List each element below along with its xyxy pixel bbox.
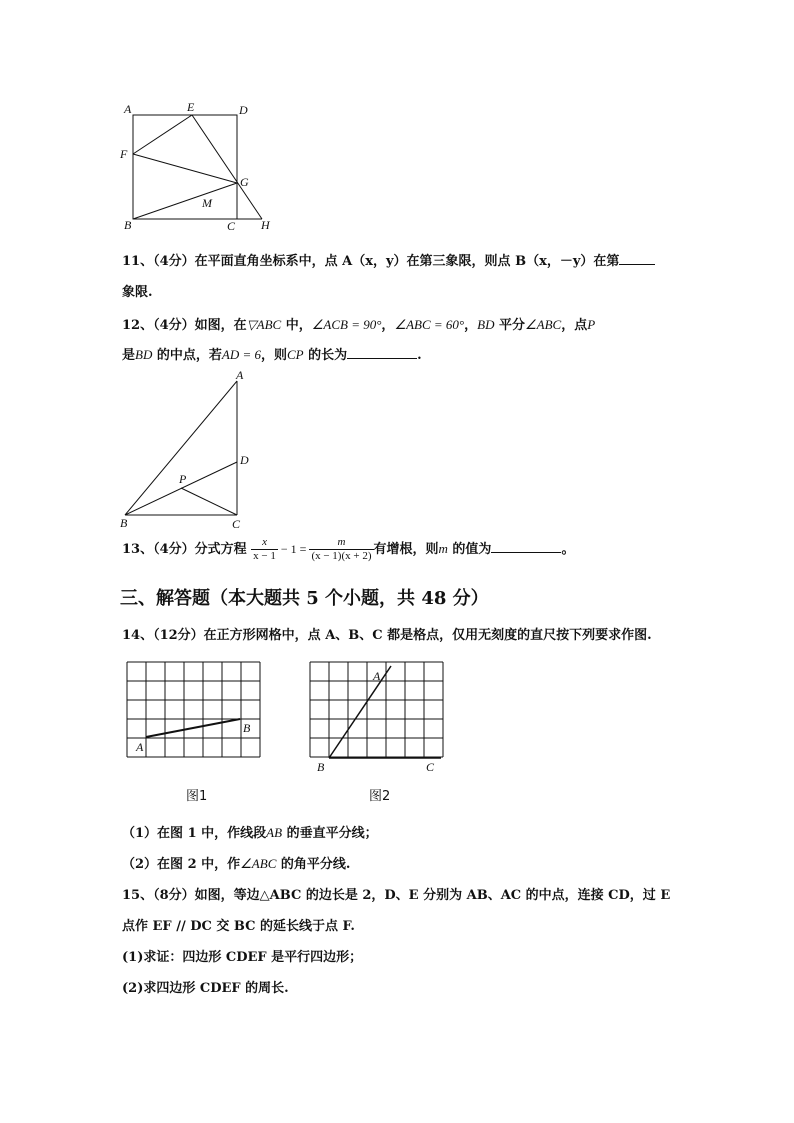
q15-line4: (2)求四边形 CDEF 的周长. (122, 981, 289, 996)
q14-sub2-text-a: （2）在图 2 中，作 (122, 857, 241, 872)
q12-text-d: ，点 (561, 318, 588, 333)
q14-sub2 (122, 853, 350, 872)
q14-sub1-ab: AB (266, 825, 283, 840)
label-G: G (240, 175, 249, 189)
q11-answer-blank[interactable] (619, 252, 655, 265)
q12-ad: AD = 6 (221, 347, 261, 362)
q13-fraction-1 (251, 536, 278, 563)
q11-line2: 象限. (122, 285, 153, 300)
q11-text: 11、（4分）在平面直角坐标系中，点 A（x，y）在第三象限，则点 B（x，－y）在第 (122, 254, 620, 269)
q12-point-p: P (587, 317, 596, 332)
q12-end: . (417, 348, 422, 363)
q12-line1 (122, 314, 595, 333)
section-heading: 三、解答题（本大题共 5 个小题，共 48 分） (120, 588, 489, 609)
q12-sep2: ， (464, 318, 478, 333)
q13-m: m (438, 541, 448, 556)
q13-f2-den: (x − 1)(x + 2) (311, 550, 372, 562)
q13-text-c: 的值为 (447, 542, 492, 557)
q13-f1-den: x − 1 (253, 550, 276, 562)
label-A: A (373, 669, 381, 683)
label-E: E (187, 100, 195, 114)
q13-minus: − 1 = (277, 542, 310, 556)
square-figure (112, 98, 282, 236)
q12-cond1: ∠ACB = 90° (311, 317, 382, 332)
grid-figure-1 (120, 656, 268, 782)
fig2-caption: 图2 (369, 789, 391, 804)
q12-text-e: 是 (122, 348, 136, 363)
q12-text-f: 的中点，若 (152, 348, 222, 363)
q13-f2-num: m (309, 536, 373, 550)
segment-ab (146, 719, 240, 737)
segment-bg (133, 183, 237, 219)
label-A: A (124, 102, 132, 116)
label-A: A (136, 740, 144, 754)
q13-end: 。 (561, 542, 575, 557)
q13-f1-num: x (251, 536, 278, 550)
label-F: F (120, 147, 128, 161)
q14-sub2-angle: ∠ABC (240, 856, 277, 871)
q13-line (122, 536, 574, 563)
label-B: B (124, 218, 132, 232)
q12-cond4: ∠ABC (525, 317, 562, 332)
q12-text-c: 平分 (494, 318, 526, 333)
label-C: C (227, 219, 236, 233)
label-B: B (243, 721, 251, 735)
q12-line2 (122, 344, 422, 363)
q14-sub1 (122, 822, 378, 841)
label-M: M (202, 196, 212, 210)
q15-line1: 15、（8分）如图，等边△ABC 的边长是 2，D、E 分别为 AB、AC 的中点，连接 CD，过 E (122, 888, 671, 903)
label-A: A (236, 368, 244, 382)
q14-sub2-text-b: 的角平分线. (276, 857, 351, 872)
label-C: C (232, 517, 241, 531)
grid-lines (127, 662, 260, 757)
q12-cp: CP (287, 347, 304, 362)
q12-bd: BD (135, 347, 153, 362)
segment-pc (181, 488, 237, 515)
q14-stem: 14、（12分）在正方形网格中，点 A、B、C 都是格点，仅用无刻度的直尺按下列要求作图. (122, 628, 652, 643)
q14-sub1-text-a: （1）在图 1 中，作线段 (122, 826, 267, 841)
segment-fe (133, 115, 192, 154)
q13-text-b: 有增根，则 (373, 542, 439, 557)
triangle-figure (112, 366, 262, 532)
label-B: B (317, 760, 325, 774)
grid-figure-2 (303, 656, 451, 782)
q12-text-h: 的长为 (303, 348, 348, 363)
square-abcd (133, 115, 237, 219)
q15-line3: (1)求证：四边形 CDEF 是平行四边形； (122, 950, 363, 965)
q12-sep1: ， (381, 318, 395, 333)
fig1-caption: 图1 (186, 789, 208, 804)
q12-text-a: 12、（4分）如图，在 (122, 318, 247, 333)
q12-cond3: BD (477, 317, 495, 332)
label-P: P (179, 472, 187, 486)
q13-text-a: 13、（4分）分式方程 (122, 542, 247, 557)
q15-line2: 点作 EF // DC 交 BC 的延长线于点 F. (122, 919, 355, 934)
segment-ba (125, 381, 237, 515)
q11-line1 (122, 250, 655, 269)
q12-answer-blank[interactable] (347, 346, 417, 359)
q12-text-g: ，则 (261, 348, 288, 363)
q13-answer-blank[interactable] (491, 540, 561, 553)
q12-cond2: ∠ABC = 60° (394, 317, 465, 332)
label-B: B (120, 516, 128, 530)
q12-text-b: 中， (281, 318, 312, 333)
q13-fraction-2 (309, 536, 373, 563)
segment-ba (329, 666, 391, 758)
label-D: D (239, 103, 248, 117)
label-H: H (261, 218, 270, 232)
label-C: C (426, 760, 435, 774)
q12-triangle: ▽ABC (246, 317, 282, 332)
label-D: D (240, 453, 249, 467)
q14-sub1-text-b: 的垂直平分线； (282, 826, 378, 841)
